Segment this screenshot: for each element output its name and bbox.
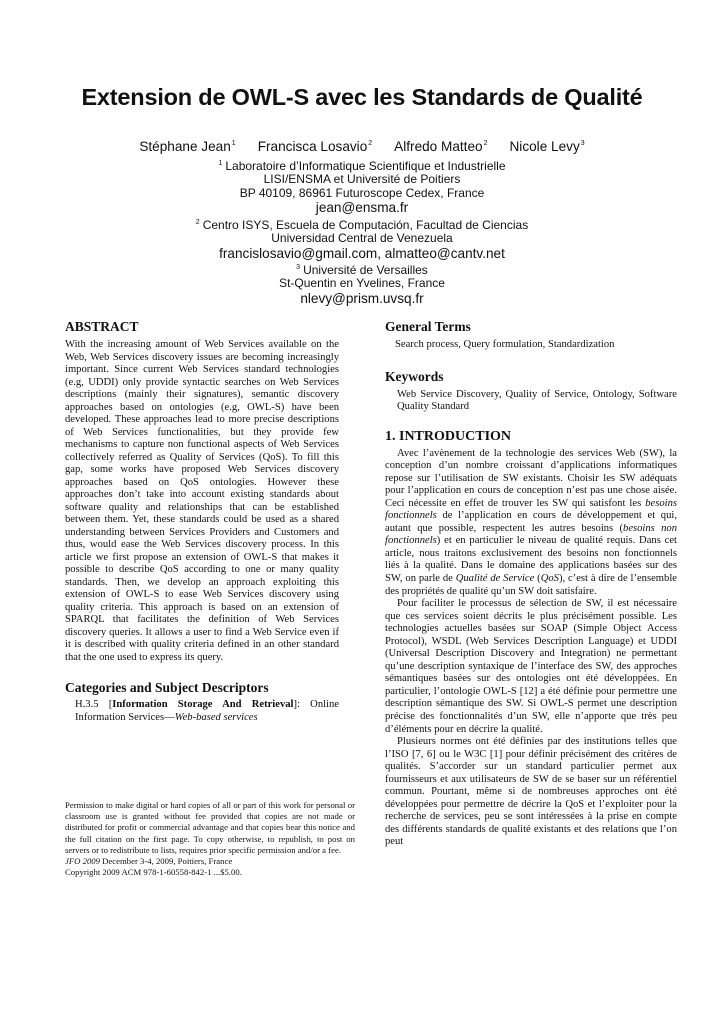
introduction-paragraph-2: Pour faciliter le processus de sélection de SW, il est nécessaire que ces services soient décrits le plus précisément possible. Les technologies actuelles basées sur SOAP (Simple Object Access Protocol), WSDL (Web Services Description Language) et UDDI (Universal Description Discovery and Integration) ne permettant qu’une description syntaxique de l’interface des SW, des approches sémantiques basées sur des ontologies ont été développées. En particulier, l’ontologie OWL-S [12] a été définie pour permettre une description sémantique des SW. Si OWL-S permet une description précise des fonctionnalités d’un SW, elle n’apporte que très peu d’éléments pour en décrire la qualité. xyxy=(385,598,677,735)
left-column xyxy=(65,318,339,724)
author-2: Francisca Losavio$^2$ xyxy=(257,139,373,154)
affiliation-1: $^1$ Laboratoire d’Informatique Scientifique et Industrielle LISI/ENSMA et Université de Poitiers BP 40109, 86961 Futuroscope Cedex, France jean@ensma.fr xyxy=(0,157,724,216)
introduction-paragraph-3: Plusieurs normes ont été définies par des institutions telles que l’ISO [7, 6] ou le W3C [1] pour définir précisément des critères de qualités. S’accorder sur un standard particulier permet aux fournisseurs et aux utilisateurs de SW de se baser sur un référentiel commun. Pourtant, même si de nombreuses approches ont été développées pour permettre de décrire la QoS et l’exploiter pour la recherche de services, peu se sont intéressées à la prise en compte des différents standards de qualité existants et des relations que l’on peut xyxy=(385,736,677,848)
introduction-heading: 1. INTRODUCTION xyxy=(385,428,512,444)
author-list xyxy=(0,139,724,154)
keywords-text: Web Service Discovery, Quality of Service, Ontology, Software Quality Standard xyxy=(397,388,677,412)
categories-heading: Categories and Subject Descriptors xyxy=(65,680,269,695)
abstract-text: With the increasing amount of Web Services available on the Web, Web Services discovery issues are becoming increasingly important. Since current Web Services standard technologies (e.g, UDDI) only provide syntactic searches on Web Services descriptions (mainly their signatures), semantic discovery approaches based on ontologies (e.g, OWL-S) have been developed. These approaches lead to more precise descriptions of Web Services functionalities, but they provide few mechanisms to capture non functional aspects of Web Services collectively referred as Quality of Services (QoS). To fill this gap, some works have proposed Web Services discovery approaches based on QoS ontologies. However these approaches don’t take into account existing standards about software quality and relationships that can be established between them. Yet, these standards could be used as a shared understanding between Services Providers and Customers and thus, would ease the Web Services discovery process. In this article we first propose an extension of OWL-S that makes it possible to describe QoS according to one or many quality standards. Then, we develop an approach exploiting this extension of OWL-S to ease Web Services discovery using quality criteria. This approach is based on an extension of SPARQL that facilitates the definition of Web Services discovery queries. It allows a user to find a Web Service even if it is described with quality criteria defined in an other standard that the one used to express its query. xyxy=(65,339,339,663)
affiliation-3: $^3$ Université de Versailles St-Quentin en Yvelines, France nlevy@prism.uvsq.fr xyxy=(0,261,724,307)
author-3: Alfredo Matteo$^2$ xyxy=(394,139,488,154)
email: francislosavio@gmail.com, almatteo@cantv.net xyxy=(219,245,505,261)
keywords-heading: Keywords xyxy=(385,368,444,384)
author-1: Stéphane Jean$^1$ xyxy=(139,139,236,154)
permission-notice: Permission to make digital or hard copies of all or part of this work for personal or classroom use is granted without fee provided that copies are not made or distributed for profit or commercial advantage and that copies bear this notice and the full citation on the first page. To copy otherwise, to republish, to post on servers or to redistribute to lists, requires prior specific permission and/or a fee. JFO 2009 December 3-4, 2009, Poitiers, France Copyright 2009 ACM 978-1-60558-842-1 ...$5.00. xyxy=(65,800,355,878)
email: nlevy@prism.uvsq.fr xyxy=(300,290,424,306)
right-column xyxy=(385,318,677,849)
email: jean@ensma.fr xyxy=(315,200,409,216)
categories-text: H.3.5 [Information Storage And Retrieval]: Online Information Services—Web-based services xyxy=(75,699,339,723)
introduction-paragraph-1: Avec l’avènement de la technologie des services Web (SW), la conception d’un nombre croissant d’applications informatiques repose sur l’utilisation de SW existants. Choisir les SW adéquats pour l’application en cours de conception n’est pas une chose aisée. Ceci nécessite en effet de trouver les SW qui satisfont les besoins fonctionnels de l’application en cours de développement et qui, autant que possible, respectent les autres besoins (besoins non fonctionnels) et en particulier le niveau de qualité requis. Dans cet article, nous traitons exclusivement des besoins non fonctionnels liés à la qualité. Dans le domaine des applications basées sur des SW, on parle de Qualité de Service (QoS), c’est à dire de l’ensemble des propriétés de qualité qu’un SW doit satisfaire. xyxy=(385,447,677,597)
general-terms-text: Search process, Query formulation, Standardization xyxy=(395,339,615,350)
general-terms-heading: General Terms xyxy=(385,319,471,334)
paper-title: Extension de OWL-S avec les Standards de Qualité xyxy=(81,84,643,110)
affiliation-2: $^2$ Centro ISYS, Escuela de Computación, Facultad de Ciencias Universidad Central de Venezuela francislosavio@gmail.com, almatteo@cantv.net xyxy=(0,216,724,262)
author-4: Nicole Levy$^3$ xyxy=(509,139,585,154)
abstract-heading: ABSTRACT xyxy=(65,319,139,334)
